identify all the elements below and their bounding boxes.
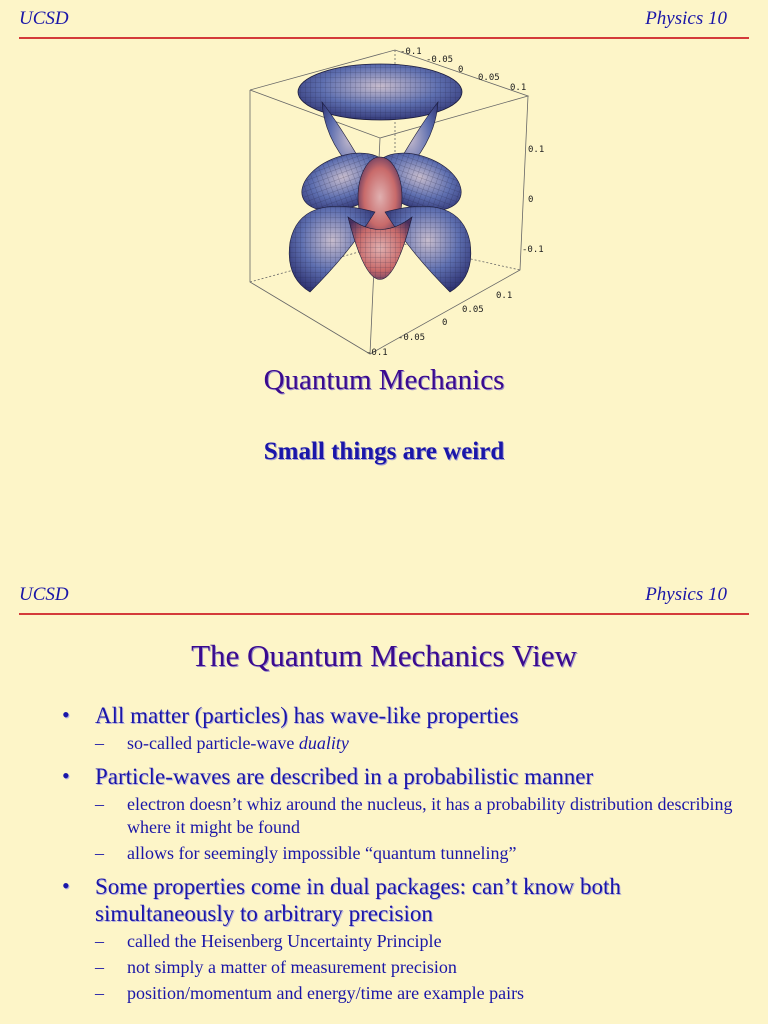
tick-right-0: 0.1 [528,145,545,155]
dash-icon: – [95,931,104,951]
sub-bullet-item: – electron doesn’t whiz around the nucleus, it has a probability distribution describing where it might be found [95,794,733,837]
tick-top-2: 0 [458,65,464,75]
header-rule [19,37,749,39]
tick-bottom-1: -0.05 [398,333,426,343]
header-right: Physics 10 [645,8,727,29]
tick-bottom-2: 0 [442,318,448,328]
emphasis-text: duality [298,733,349,753]
slide-2 [0,576,768,1024]
slide-1-title: Quantum Mechanics [263,364,505,396]
sub-bullet-item: – so-called particle-wave duality [95,733,349,753]
dash-icon: – [95,794,104,814]
dash-icon: – [95,843,104,863]
header-right: Physics 10 [645,584,727,605]
bullet-list [62,700,748,1005]
orbital-3d-plot [230,42,560,362]
dash-icon: – [95,957,104,977]
tick-top-3: 0.05 [478,73,500,83]
tick-top-0: -0.1 [400,47,422,57]
header-rule [19,613,749,615]
tick-right-2: -0.1 [522,245,544,255]
tick-right-1: 0 [528,195,534,205]
sub-bullet-item: – allows for seemingly impossible “quantum tunneling” [95,843,517,863]
tick-top-1: -0.05 [426,55,454,65]
tick-bottom-3: 0.05 [462,305,484,315]
bullet-item: • All matter (particles) has wave-like properties [62,702,519,728]
sub-bullet-item: – called the Heisenberg Uncertainty Principle [95,931,442,951]
bullet-dot-icon: • [62,873,70,898]
bullet-item: • Some properties come in dual packages: can’t know both simultaneously to arbitrary precision [62,873,621,926]
sub-bullet-item: – not simply a matter of measurement precision [95,957,457,977]
header-left: UCSD [19,8,69,29]
slide-1-subtitle: Small things are weird [263,438,505,465]
orbital-lobes [289,64,471,292]
dash-icon: – [95,733,104,753]
dash-icon: – [95,983,104,1003]
tick-bottom-0: -0.1 [366,348,388,358]
bullet-item: • Particle-waves are described in a probabilistic manner [62,763,594,789]
tick-bottom-4: 0.1 [496,291,513,301]
bullet-dot-icon: • [62,702,70,727]
slide-2-title: The Quantum Mechanics View [191,638,577,673]
bullet-dot-icon: • [62,763,70,788]
sub-bullet-item: – position/momentum and energy/time are example pairs [95,983,525,1003]
tick-top-4: 0.1 [510,83,527,93]
header-left: UCSD [19,584,69,605]
